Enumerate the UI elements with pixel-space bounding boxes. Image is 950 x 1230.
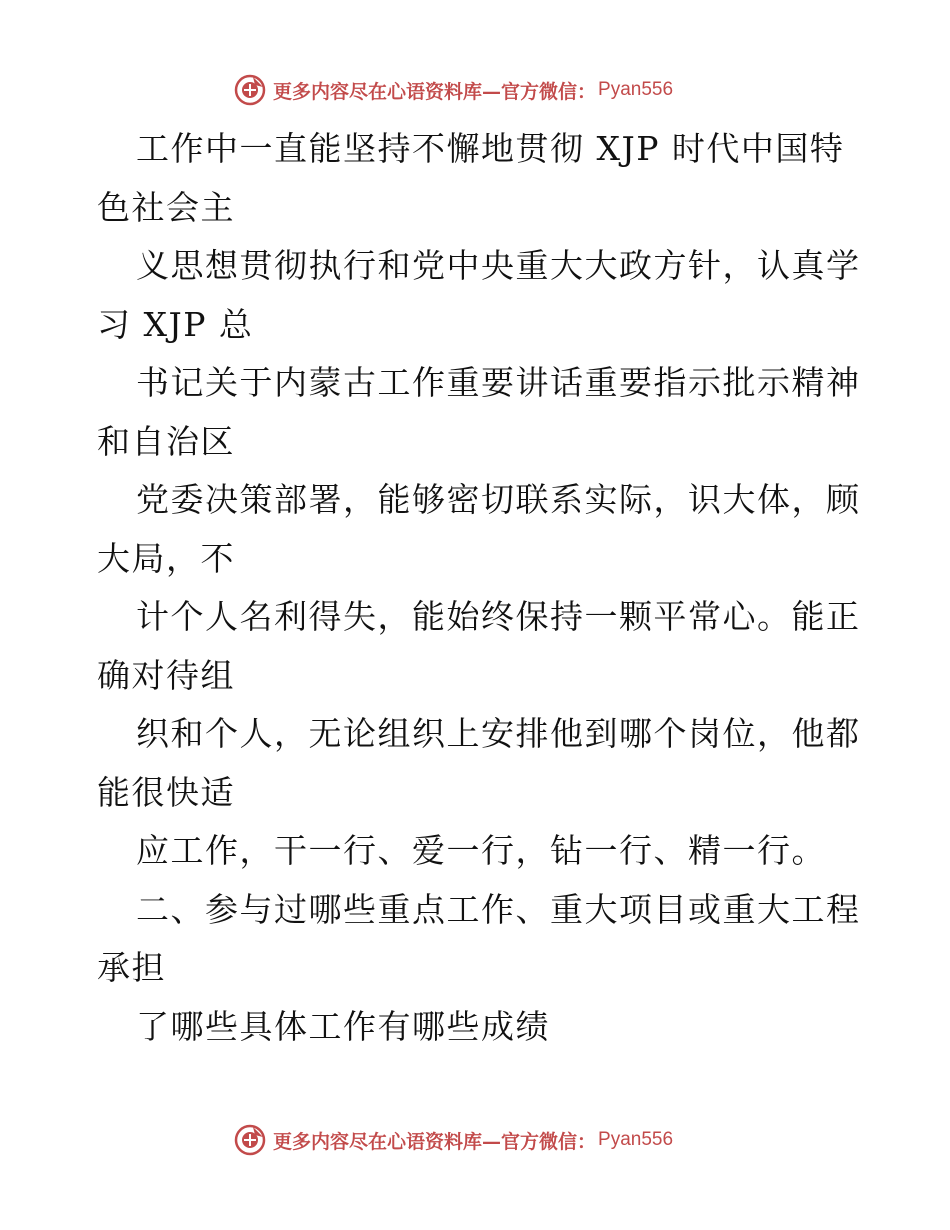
text-line: 色社会主 <box>97 187 235 227</box>
text-line: 确对待组 <box>97 655 235 695</box>
watermark-wechat-id: Pyan556 <box>598 1129 674 1150</box>
seal-logo-icon <box>233 73 267 107</box>
header-watermark <box>233 70 673 110</box>
watermark-text: 更多内容尽在心语资料库—官方微信： <box>273 80 597 103</box>
text-line: 计个人名利得失，能始终保持一颗平常心。能正 <box>136 597 861 636</box>
text-line: 工作中一直能坚持不懈地贯彻 XJP 时代中国特 <box>136 129 845 168</box>
text-line: 二、参与过哪些重点工作、重大项目或重大工程 <box>136 889 861 929</box>
text-line: 习 XJP 总 <box>97 304 254 344</box>
body-text <box>97 120 867 1056</box>
text-line: 义思想贯彻执行和党中央重大大政方针，认真学 <box>136 246 861 285</box>
seal-logo-icon <box>233 1123 267 1157</box>
text-line: 承担 <box>97 948 166 987</box>
text-line: 应工作，干一行、爱一行，钻一行、精一行。 <box>136 831 826 870</box>
watermark-text: 更多内容尽在心语资料库—官方微信： <box>273 1130 597 1153</box>
text-line: 织和个人，无论组织上安排他到哪个岗位，他都 <box>136 714 861 753</box>
text-line: 了哪些具体工作有哪些成绩 <box>136 1006 550 1046</box>
watermark-wechat-id: Pyan556 <box>598 79 674 100</box>
text-line: 大局，不 <box>97 538 235 578</box>
text-line: 能很快适 <box>97 772 235 812</box>
text-line: 和自治区 <box>97 421 235 461</box>
footer-watermark <box>233 1120 673 1160</box>
text-line: 党委决策部署，能够密切联系实际，识大体，顾 <box>136 480 861 519</box>
text-line: 书记关于内蒙古工作重要讲话重要指示批示精神 <box>136 363 861 402</box>
